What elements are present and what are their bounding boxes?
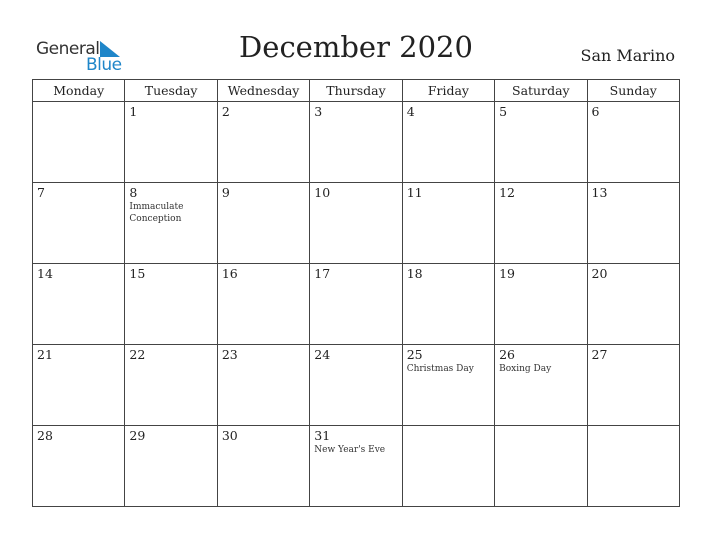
day-number: 24	[314, 347, 331, 362]
day-number: 16	[221, 266, 238, 281]
day-cell	[33, 264, 125, 345]
day-number: 5	[499, 104, 508, 119]
day-number: 3	[314, 104, 323, 119]
day-cell	[402, 102, 494, 183]
day-number: 10	[314, 185, 331, 200]
day-number: 1	[129, 104, 138, 119]
day-number: 21	[37, 347, 53, 362]
day-number: 28	[37, 428, 53, 443]
day-number: 20	[591, 266, 608, 281]
day-number: 23	[221, 347, 238, 362]
weekday-header-row	[33, 80, 680, 102]
day-number: 30	[221, 428, 238, 443]
day-number: 11	[406, 185, 423, 200]
day-number: 27	[591, 347, 608, 362]
holiday-label: Immaculate Conception	[129, 202, 184, 224]
day-cell	[217, 426, 309, 507]
weekday-header: Tuesday	[125, 80, 217, 102]
day-cell	[402, 183, 494, 264]
calendar-title: December 2020	[239, 30, 473, 64]
day-number: 7	[37, 185, 45, 200]
day-cell	[217, 183, 309, 264]
day-cell	[33, 426, 125, 507]
day-cell	[125, 264, 217, 345]
day-number: 15	[129, 266, 146, 281]
day-number: 25	[406, 347, 423, 362]
day-cell	[125, 102, 217, 183]
day-number: 22	[129, 347, 146, 362]
holiday-label: Boxing Day	[499, 364, 552, 374]
day-cell	[310, 264, 402, 345]
day-cell	[495, 264, 587, 345]
calendar-grid	[32, 79, 680, 507]
day-cell	[33, 183, 125, 264]
day-number: 2	[221, 104, 230, 119]
day-number: 17	[314, 266, 331, 281]
holiday-label: New Year's Eve	[314, 445, 386, 455]
weekday-header: Saturday	[495, 80, 587, 102]
day-cell	[310, 426, 402, 507]
day-cell	[217, 102, 309, 183]
day-cell	[587, 345, 679, 426]
day-number: 8	[129, 185, 138, 200]
day-cell	[495, 345, 587, 426]
weekday-header: Sunday	[587, 80, 679, 102]
day-cell	[310, 345, 402, 426]
day-cell	[402, 264, 494, 345]
day-cell	[33, 102, 125, 183]
day-cell	[587, 102, 679, 183]
day-number: 31	[314, 428, 331, 443]
day-cell	[495, 183, 587, 264]
logo-general-text: General	[36, 39, 100, 59]
day-cell	[587, 426, 679, 507]
day-number: 14	[37, 266, 53, 281]
day-cell	[495, 102, 587, 183]
day-cell	[402, 345, 494, 426]
day-cell	[217, 264, 309, 345]
day-cell	[495, 426, 587, 507]
week-row	[33, 426, 680, 507]
day-number: 13	[591, 185, 608, 200]
day-number: 9	[221, 185, 230, 200]
week-row	[33, 345, 680, 426]
day-cell	[125, 426, 217, 507]
day-number: 26	[499, 347, 516, 362]
region-label: San Marino	[580, 46, 675, 65]
day-number: 12	[499, 185, 516, 200]
day-cell	[310, 183, 402, 264]
day-cell	[402, 426, 494, 507]
day-number: 6	[591, 104, 600, 119]
day-cell	[33, 345, 125, 426]
weekday-header: Wednesday	[217, 80, 309, 102]
day-cell	[217, 345, 309, 426]
day-cell	[587, 183, 679, 264]
week-row	[33, 102, 680, 183]
week-row	[33, 264, 680, 345]
day-number: 18	[406, 266, 423, 281]
day-number: 4	[406, 104, 415, 119]
day-cell	[125, 183, 217, 264]
logo-blue-text: Blue	[86, 55, 122, 75]
weekday-header: Monday	[33, 80, 125, 102]
holiday-label: Christmas Day	[406, 364, 474, 374]
day-number: 29	[129, 428, 146, 443]
day-number: 19	[499, 266, 516, 281]
day-cell	[587, 264, 679, 345]
weekday-header: Thursday	[310, 80, 402, 102]
weekday-header: Friday	[402, 80, 494, 102]
week-row	[33, 183, 680, 264]
day-cell	[310, 102, 402, 183]
day-cell	[125, 345, 217, 426]
